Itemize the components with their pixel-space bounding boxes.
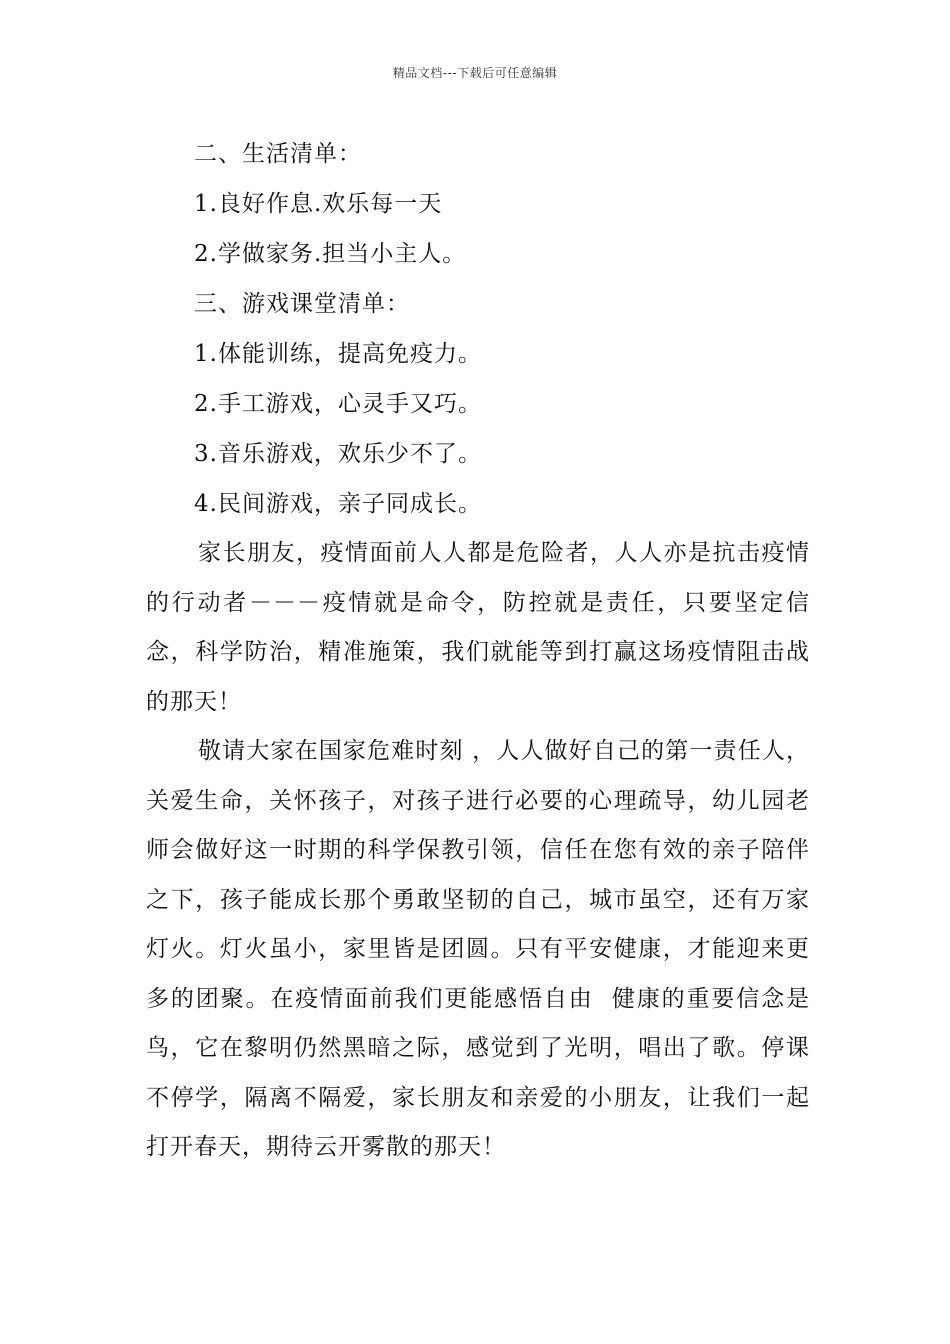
- section-heading-game-class-list: 三、游戏课堂清单：: [194, 291, 410, 317]
- list-item: 2.手工游戏，心灵手又巧。: [194, 391, 482, 417]
- paragraph-closing-message: 敬请大家在国家危难时刻 ，人人做好自己的第一责任人，关爱生命，关怀孩子，对孩子进行必要的心理疏导，幼儿园老师会做好这一时期的科学保教引领，信任在您有效的亲子陪伴之下，孩子能成长那个勇敢坚韧的自己，城市虽空，还有万家灯火。灯火虽小，家里皆是团圆。只有平安健康，才能迎来更多的团聚。在疫情面前我们更能感悟自由 健康的重要信念是鸟，它在黎明仍然黑暗之际，感觉到了光明，唱出了歌。停课不停学，隔离不隔爱，家长朋友和亲爱的小朋友，让我们一起打开春天，期待云开雾散的那天！: [146, 738, 810, 1160]
- list-item: 3.音乐游戏，欢乐少不了。: [194, 441, 482, 467]
- list-item: 1.体能训练，提高免疫力。: [194, 341, 482, 367]
- list-item: 1.良好作息.欢乐每一天: [194, 191, 443, 217]
- document-body: [146, 129, 810, 1173]
- section-heading-life-list: 二、生活清单：: [194, 141, 362, 167]
- paragraph-parents-message: 家长朋友，疫情面前人人都是危险者，人人亦是抗击疫情的行动者－－－疫情就是命令，防控就是责任，只要坚定信念，科学防治，精准施策，我们就能等到打赢这场疫情阻击战的那天！: [146, 540, 810, 715]
- page-header: 精品文档---下载后可任意编辑: [392, 66, 558, 80]
- list-item: 2.学做家务.担当小主人。: [194, 241, 467, 267]
- list-item: 4.民间游戏，亲子同成长。: [194, 491, 482, 517]
